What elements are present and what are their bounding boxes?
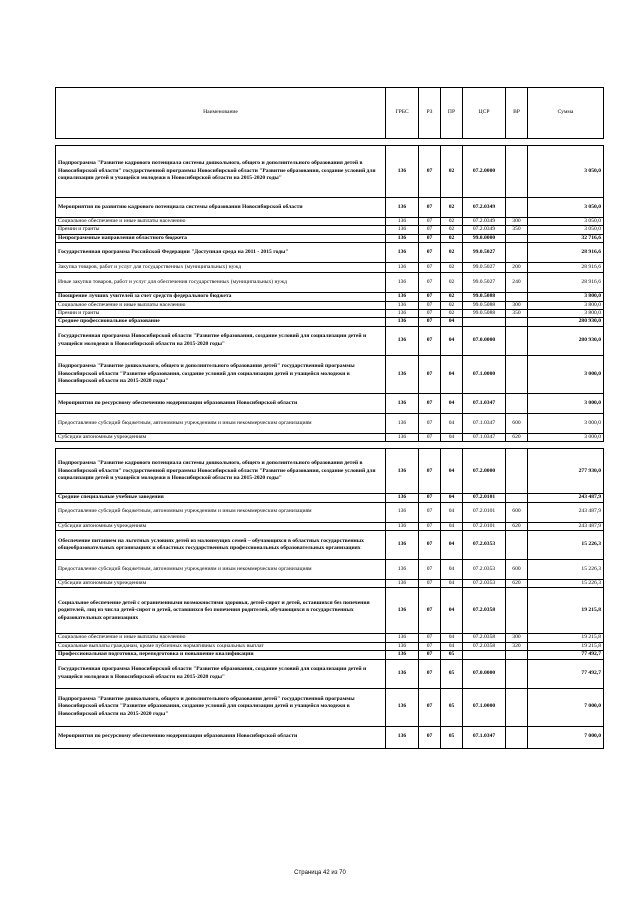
row-pr-cell: 05 (441, 659, 463, 688)
row-rz-cell: 07 (419, 659, 441, 688)
row-grbs-cell: 136 (386, 531, 419, 560)
row-rz-cell: 07 (419, 326, 441, 355)
row-vr-cell (506, 318, 528, 326)
row-csr-cell: 99.0.5027 (463, 273, 506, 293)
row-csr-cell: 07.2.0349 (463, 198, 506, 218)
row-vr-cell (506, 651, 528, 659)
row-pr-cell: 02 (441, 293, 463, 301)
row-vr-cell (506, 293, 528, 301)
row-name-cell: Социальные выплаты гражданам, кроме публичных нормативных социальных выплат (56, 642, 386, 650)
row-grbs-cell: 136 (386, 634, 419, 642)
row-vr-cell: 200 (506, 263, 528, 273)
row-sum-cell: 32 716,6 (528, 234, 604, 242)
row-name-cell: Подпрограмма "Развитие дошкольного, общего и дополнительного образования детей" государственной программы Новосибирской области "Развитие образования, создание условий для социализации детей и учащейся молодежи в Новосибирской области на 2015-2020 годы" (56, 688, 386, 726)
row-grbs-cell: 136 (386, 393, 419, 413)
row-vr-cell: 300 (506, 634, 528, 642)
row-rz-cell: 07 (419, 293, 441, 301)
row-pr-cell: 04 (441, 433, 463, 441)
row-sum-cell: 15 226,3 (528, 531, 604, 560)
row-name-cell: Непрограммные направления областного бюджета (56, 234, 386, 242)
row-pr-cell: 04 (441, 449, 463, 494)
row-csr-cell (463, 651, 506, 659)
row-csr-cell: 07.2.0101 (463, 494, 506, 502)
row-pr-cell: 04 (441, 494, 463, 502)
row-pr-cell: 04 (441, 413, 463, 433)
row-name-cell: Социальное обеспечение детей с ограниченными возможностями здоровья, детей-сирот и детей, оставшихся без попечения родителей, лиц из числа детей-сирот и детей, оставшихся без попечения родителей, обучающихся в государственных образовательных организациях (56, 588, 386, 634)
row-sum-cell: 280 930,0 (528, 318, 604, 326)
row-csr-cell: 07.2.0349 (463, 218, 506, 226)
row-csr-cell: 07.2.0000 (463, 146, 506, 198)
row-grbs-cell: 136 (386, 588, 419, 634)
row-name-cell: Профессиональная подготовка, переподготовка и повышение квалификации (56, 651, 386, 659)
table-row (56, 355, 604, 393)
budget-table (55, 87, 604, 749)
row-rz-cell: 07 (419, 494, 441, 502)
row-grbs-cell: 136 (386, 522, 419, 530)
header-pr: ПР (441, 88, 463, 139)
row-rz-cell: 07 (419, 218, 441, 226)
table-row (56, 449, 604, 494)
row-name-cell: Предоставление субсидий бюджетным, автономным учреждениям и иным некоммерческим организациям (56, 560, 386, 580)
header-name: Наименование (56, 88, 386, 139)
row-rz-cell: 07 (419, 393, 441, 413)
row-grbs-cell: 136 (386, 726, 419, 748)
row-csr-cell: 07.2.0349 (463, 226, 506, 234)
row-sum-cell: 3 050,0 (528, 146, 604, 198)
header-grbs: ГРБС (386, 88, 419, 139)
row-pr-cell: 04 (441, 588, 463, 634)
row-name-cell: Подпрограмма "Развитие дошкольного, общего и дополнительного образования детей" государственной программы Новосибирской области "Развитие образования, создание условий для социализации детей и учащейся молодежи в Новосибирской области на 2015-2020 годы" (56, 355, 386, 393)
row-grbs-cell: 136 (386, 494, 419, 502)
table-row (56, 688, 604, 726)
row-csr-cell: 07.2.0101 (463, 522, 506, 530)
row-name-cell: Средние специальные учебные заведения (56, 494, 386, 502)
table-row (56, 301, 604, 309)
row-grbs-cell: 136 (386, 218, 419, 226)
row-pr-cell: 02 (441, 273, 463, 293)
table-row (56, 494, 604, 502)
row-pr-cell: 04 (441, 393, 463, 413)
row-vr-cell (506, 494, 528, 502)
row-vr-cell: 300 (506, 301, 528, 309)
row-rz-cell: 07 (419, 588, 441, 634)
table-row (56, 651, 604, 659)
row-rz-cell: 07 (419, 642, 441, 650)
row-name-cell: Субсидии автономным учреждениям (56, 522, 386, 530)
table-row (56, 659, 604, 688)
row-grbs-cell: 136 (386, 413, 419, 433)
row-vr-cell: 320 (506, 642, 528, 650)
row-rz-cell: 07 (419, 310, 441, 318)
table-header-row (56, 88, 604, 139)
row-name-cell: Мероприятия по ресурсному обеспечению модернизации образования Новосибирской области (56, 393, 386, 413)
row-grbs-cell: 136 (386, 433, 419, 441)
row-vr-cell (506, 659, 528, 688)
row-csr-cell (463, 318, 506, 326)
row-rz-cell: 07 (419, 413, 441, 433)
row-grbs-cell: 136 (386, 226, 419, 234)
row-rz-cell: 07 (419, 243, 441, 263)
row-sum-cell: 243 487,9 (528, 522, 604, 530)
header-vr: ВР (506, 88, 528, 139)
row-grbs-cell: 136 (386, 355, 419, 393)
row-sum-cell: 3 050,0 (528, 226, 604, 234)
row-sum-cell: 19 215,8 (528, 588, 604, 634)
row-grbs-cell: 136 (386, 263, 419, 273)
table-row (56, 273, 604, 293)
row-csr-cell: 07.1.0347 (463, 413, 506, 433)
row-name-cell: Поощрение лучших учителей за счет средств федерального бюджета (56, 293, 386, 301)
table-row (56, 218, 604, 226)
row-pr-cell: 04 (441, 355, 463, 393)
header-sum: Сумма (528, 88, 604, 139)
row-rz-cell: 07 (419, 263, 441, 273)
row-sum-cell: 3 000,0 (528, 393, 604, 413)
row-grbs-cell: 136 (386, 642, 419, 650)
row-sum-cell: 3 000,0 (528, 413, 604, 433)
row-name-cell: Социальное обеспечение и иные выплаты населению (56, 218, 386, 226)
row-rz-cell: 07 (419, 433, 441, 441)
row-sum-cell: 277 930,0 (528, 449, 604, 494)
row-csr-cell: 99.0.0000 (463, 234, 506, 242)
row-pr-cell: 05 (441, 651, 463, 659)
row-rz-cell: 07 (419, 146, 441, 198)
table-row (56, 393, 604, 413)
row-grbs-cell: 136 (386, 560, 419, 580)
row-vr-cell: 620 (506, 433, 528, 441)
row-csr-cell: 99.0.5088 (463, 310, 506, 318)
row-pr-cell: 04 (441, 642, 463, 650)
row-vr-cell: 350 (506, 310, 528, 318)
row-rz-cell: 07 (419, 198, 441, 218)
row-csr-cell: 99.0.5027 (463, 243, 506, 263)
row-name-cell: Предоставление субсидий бюджетным, автономным учреждениям и иным некоммерческим организациям (56, 413, 386, 433)
row-rz-cell: 07 (419, 273, 441, 293)
row-sum-cell: 243 487,9 (528, 502, 604, 522)
row-rz-cell: 07 (419, 560, 441, 580)
row-name-cell: Премии и гранты (56, 226, 386, 234)
row-rz-cell: 07 (419, 688, 441, 726)
table-row (56, 726, 604, 748)
row-vr-cell (506, 198, 528, 218)
table-row (56, 310, 604, 318)
row-pr-cell: 02 (441, 243, 463, 263)
row-spacer (56, 139, 604, 146)
row-grbs-cell: 136 (386, 310, 419, 318)
row-csr-cell: 99.0.5088 (463, 301, 506, 309)
row-pr-cell: 04 (441, 522, 463, 530)
row-name-cell: Закупка товаров, работ и услуг для государственных (муниципальных) нужд (56, 263, 386, 273)
row-sum-cell: 243 487,9 (528, 494, 604, 502)
row-pr-cell: 04 (441, 531, 463, 560)
row-pr-cell: 02 (441, 198, 463, 218)
row-name-cell: Подпрограмма "Развитие кадрового потенциала системы дошкольного, общего и дополнительного образования детей в Новосибирской области" государственной программы Новосибирской области "Развитие образования, создание условий для социализации детей и учащейся молодежи в Новосибирской области на 2015-2020 годы" (56, 146, 386, 198)
row-vr-cell (506, 393, 528, 413)
row-spacer-cell (56, 442, 604, 449)
row-grbs-cell: 136 (386, 293, 419, 301)
row-name-cell: Среднее профессиональное образование (56, 318, 386, 326)
row-rz-cell: 07 (419, 531, 441, 560)
row-vr-cell (506, 588, 528, 634)
row-pr-cell: 02 (441, 310, 463, 318)
row-sum-cell: 19 215,8 (528, 634, 604, 642)
table-row (56, 433, 604, 441)
row-vr-cell (506, 688, 528, 726)
row-grbs-cell: 136 (386, 449, 419, 494)
row-csr-cell: 07.2.0358 (463, 634, 506, 642)
row-pr-cell: 04 (441, 560, 463, 580)
row-csr-cell: 99.0.5027 (463, 263, 506, 273)
row-vr-cell (506, 146, 528, 198)
row-pr-cell: 02 (441, 263, 463, 273)
row-name-cell: Премии и гранты (56, 310, 386, 318)
row-vr-cell: 600 (506, 413, 528, 433)
row-name-cell: Государственная программа Российской Федерации "Доступная среда на 2011 - 2015 годы" (56, 243, 386, 263)
table-row (56, 560, 604, 580)
row-sum-cell: 28 916,6 (528, 273, 604, 293)
row-pr-cell: 02 (441, 146, 463, 198)
table-row (56, 146, 604, 198)
row-sum-cell: 3 800,0 (528, 310, 604, 318)
row-name-cell: Социальное обеспечение и иные выплаты населению (56, 634, 386, 642)
row-grbs-cell: 136 (386, 659, 419, 688)
row-name-cell: Предоставление субсидий бюджетным, автономным учреждениям и иным некоммерческим организациям (56, 502, 386, 522)
row-grbs-cell: 136 (386, 651, 419, 659)
row-pr-cell: 02 (441, 218, 463, 226)
row-vr-cell (506, 355, 528, 393)
row-pr-cell: 02 (441, 226, 463, 234)
row-sum-cell: 3 000,0 (528, 355, 604, 393)
table-body (56, 139, 604, 749)
row-rz-cell: 07 (419, 301, 441, 309)
row-spacer-cell (56, 139, 604, 146)
row-grbs-cell: 136 (386, 688, 419, 726)
row-grbs-cell: 136 (386, 326, 419, 355)
row-pr-cell: 05 (441, 688, 463, 726)
row-grbs-cell: 136 (386, 243, 419, 263)
row-vr-cell (506, 234, 528, 242)
row-csr-cell: 07.2.0358 (463, 588, 506, 634)
row-grbs-cell: 136 (386, 318, 419, 326)
row-grbs-cell: 136 (386, 198, 419, 218)
row-name-cell: Мероприятия по ресурсному обеспечению модернизации образования Новосибирской области (56, 726, 386, 748)
row-csr-cell: 07.0.0000 (463, 326, 506, 355)
row-name-cell: Государственная программа Новосибирской области "Развитие образования, создание условий для социализации детей и учащейся молодежи в Новосибирской области на 2015-2020 годы" (56, 326, 386, 355)
row-vr-cell: 620 (506, 522, 528, 530)
header-rz: РЗ (419, 88, 441, 139)
row-sum-cell: 3 050,0 (528, 198, 604, 218)
row-rz-cell: 07 (419, 634, 441, 642)
row-pr-cell: 04 (441, 580, 463, 588)
row-sum-cell: 3 000,0 (528, 433, 604, 441)
row-name-cell: Субсидии автономным учреждениям (56, 580, 386, 588)
table-row (56, 226, 604, 234)
row-vr-cell: 620 (506, 580, 528, 588)
row-vr-cell (506, 531, 528, 560)
row-sum-cell: 3 050,0 (528, 218, 604, 226)
table-row (56, 531, 604, 560)
row-csr-cell: 07.2.0101 (463, 502, 506, 522)
row-sum-cell: 15 226,3 (528, 560, 604, 580)
row-sum-cell: 28 916,6 (528, 243, 604, 263)
row-rz-cell: 07 (419, 226, 441, 234)
row-csr-cell: 07.2.0353 (463, 560, 506, 580)
row-csr-cell: 07.2.0353 (463, 531, 506, 560)
row-sum-cell: 15 226,3 (528, 580, 604, 588)
table-row (56, 326, 604, 355)
row-rz-cell: 07 (419, 449, 441, 494)
row-csr-cell: 07.0.0000 (463, 659, 506, 688)
row-name-cell: Социальное обеспечение и иные выплаты населению (56, 301, 386, 309)
table-row (56, 642, 604, 650)
row-vr-cell: 600 (506, 502, 528, 522)
row-csr-cell: 07.1.0347 (463, 433, 506, 441)
row-grbs-cell: 136 (386, 146, 419, 198)
row-pr-cell: 05 (441, 726, 463, 748)
row-vr-cell (506, 726, 528, 748)
row-sum-cell: 28 916,6 (528, 263, 604, 273)
row-sum-cell: 280 930,0 (528, 326, 604, 355)
row-name-cell: Государственная программа Новосибирской области "Развитие образования, создание условий для социализации детей и учащейся молодежи в Новосибирской области на 2015-2020 годы" (56, 659, 386, 688)
row-csr-cell: 07.1.0000 (463, 355, 506, 393)
row-rz-cell: 07 (419, 726, 441, 748)
row-rz-cell: 07 (419, 580, 441, 588)
row-name-cell: Мероприятия по развитию кадрового потенциала системы образования Новосибирской области (56, 198, 386, 218)
row-csr-cell: 07.2.0000 (463, 449, 506, 494)
row-csr-cell: 07.2.0353 (463, 580, 506, 588)
row-rz-cell: 07 (419, 318, 441, 326)
row-name-cell: Обеспечение питанием на льготных условиях детей из малоимущих семей – обучающихся в областных государственных общеобразовательных организациях и областных государственных профессиональных образовательных организациях (56, 531, 386, 560)
row-grbs-cell: 136 (386, 234, 419, 242)
row-sum-cell: 19 215,8 (528, 642, 604, 650)
budget-table-sheet (55, 87, 603, 749)
row-grbs-cell: 136 (386, 273, 419, 293)
row-rz-cell: 07 (419, 355, 441, 393)
row-name-cell: Иные закупки товаров, работ и услуг для обеспечения государственных (муниципальных) нужд (56, 273, 386, 293)
row-vr-cell: 600 (506, 560, 528, 580)
page-number: Страница 42 из 70 (294, 870, 346, 876)
row-name-cell: Субсидии автономным учреждениям (56, 433, 386, 441)
table-row (56, 580, 604, 588)
table-row (56, 413, 604, 433)
table-row (56, 243, 604, 263)
row-csr-cell: 07.1.0000 (463, 688, 506, 726)
row-pr-cell: 04 (441, 326, 463, 355)
row-rz-cell: 07 (419, 651, 441, 659)
row-rz-cell: 07 (419, 234, 441, 242)
table-row (56, 263, 604, 273)
row-grbs-cell: 136 (386, 301, 419, 309)
row-sum-cell: 3 800,0 (528, 293, 604, 301)
row-pr-cell: 02 (441, 234, 463, 242)
row-rz-cell: 07 (419, 502, 441, 522)
table-row (56, 198, 604, 218)
table-row (56, 588, 604, 634)
table-row (56, 502, 604, 522)
row-grbs-cell: 136 (386, 502, 419, 522)
header-csr: ЦСР (463, 88, 506, 139)
row-vr-cell: 300 (506, 218, 528, 226)
row-sum-cell: 3 800,0 (528, 301, 604, 309)
row-spacer (56, 442, 604, 449)
row-vr-cell (506, 243, 528, 263)
row-vr-cell: 240 (506, 273, 528, 293)
row-csr-cell: 07.1.0347 (463, 726, 506, 748)
table-row (56, 234, 604, 242)
row-sum-cell: 7 000,0 (528, 688, 604, 726)
row-grbs-cell: 136 (386, 580, 419, 588)
row-vr-cell (506, 449, 528, 494)
row-vr-cell: 350 (506, 226, 528, 234)
row-csr-cell: 07.2.0358 (463, 642, 506, 650)
row-pr-cell: 04 (441, 634, 463, 642)
table-row (56, 634, 604, 642)
row-pr-cell: 04 (441, 502, 463, 522)
table-row (56, 522, 604, 530)
row-sum-cell: 77 492,7 (528, 659, 604, 688)
row-name-cell: Подпрограмма "Развитие кадрового потенциала системы дошкольного, общего и дополнительного образования детей в Новосибирской области" государственной программы Новосибирской области "Развитие образования, создание условий для социализации детей и учащейся молодежи в Новосибирской области на 2015-2020 годы" (56, 449, 386, 494)
table-row (56, 318, 604, 326)
row-vr-cell (506, 326, 528, 355)
row-csr-cell: 99.0.5088 (463, 293, 506, 301)
row-pr-cell: 02 (441, 301, 463, 309)
row-sum-cell: 77 492,7 (528, 651, 604, 659)
row-pr-cell: 04 (441, 318, 463, 326)
row-rz-cell: 07 (419, 522, 441, 530)
row-csr-cell: 07.1.0347 (463, 393, 506, 413)
row-sum-cell: 7 000,0 (528, 726, 604, 748)
table-row (56, 293, 604, 301)
